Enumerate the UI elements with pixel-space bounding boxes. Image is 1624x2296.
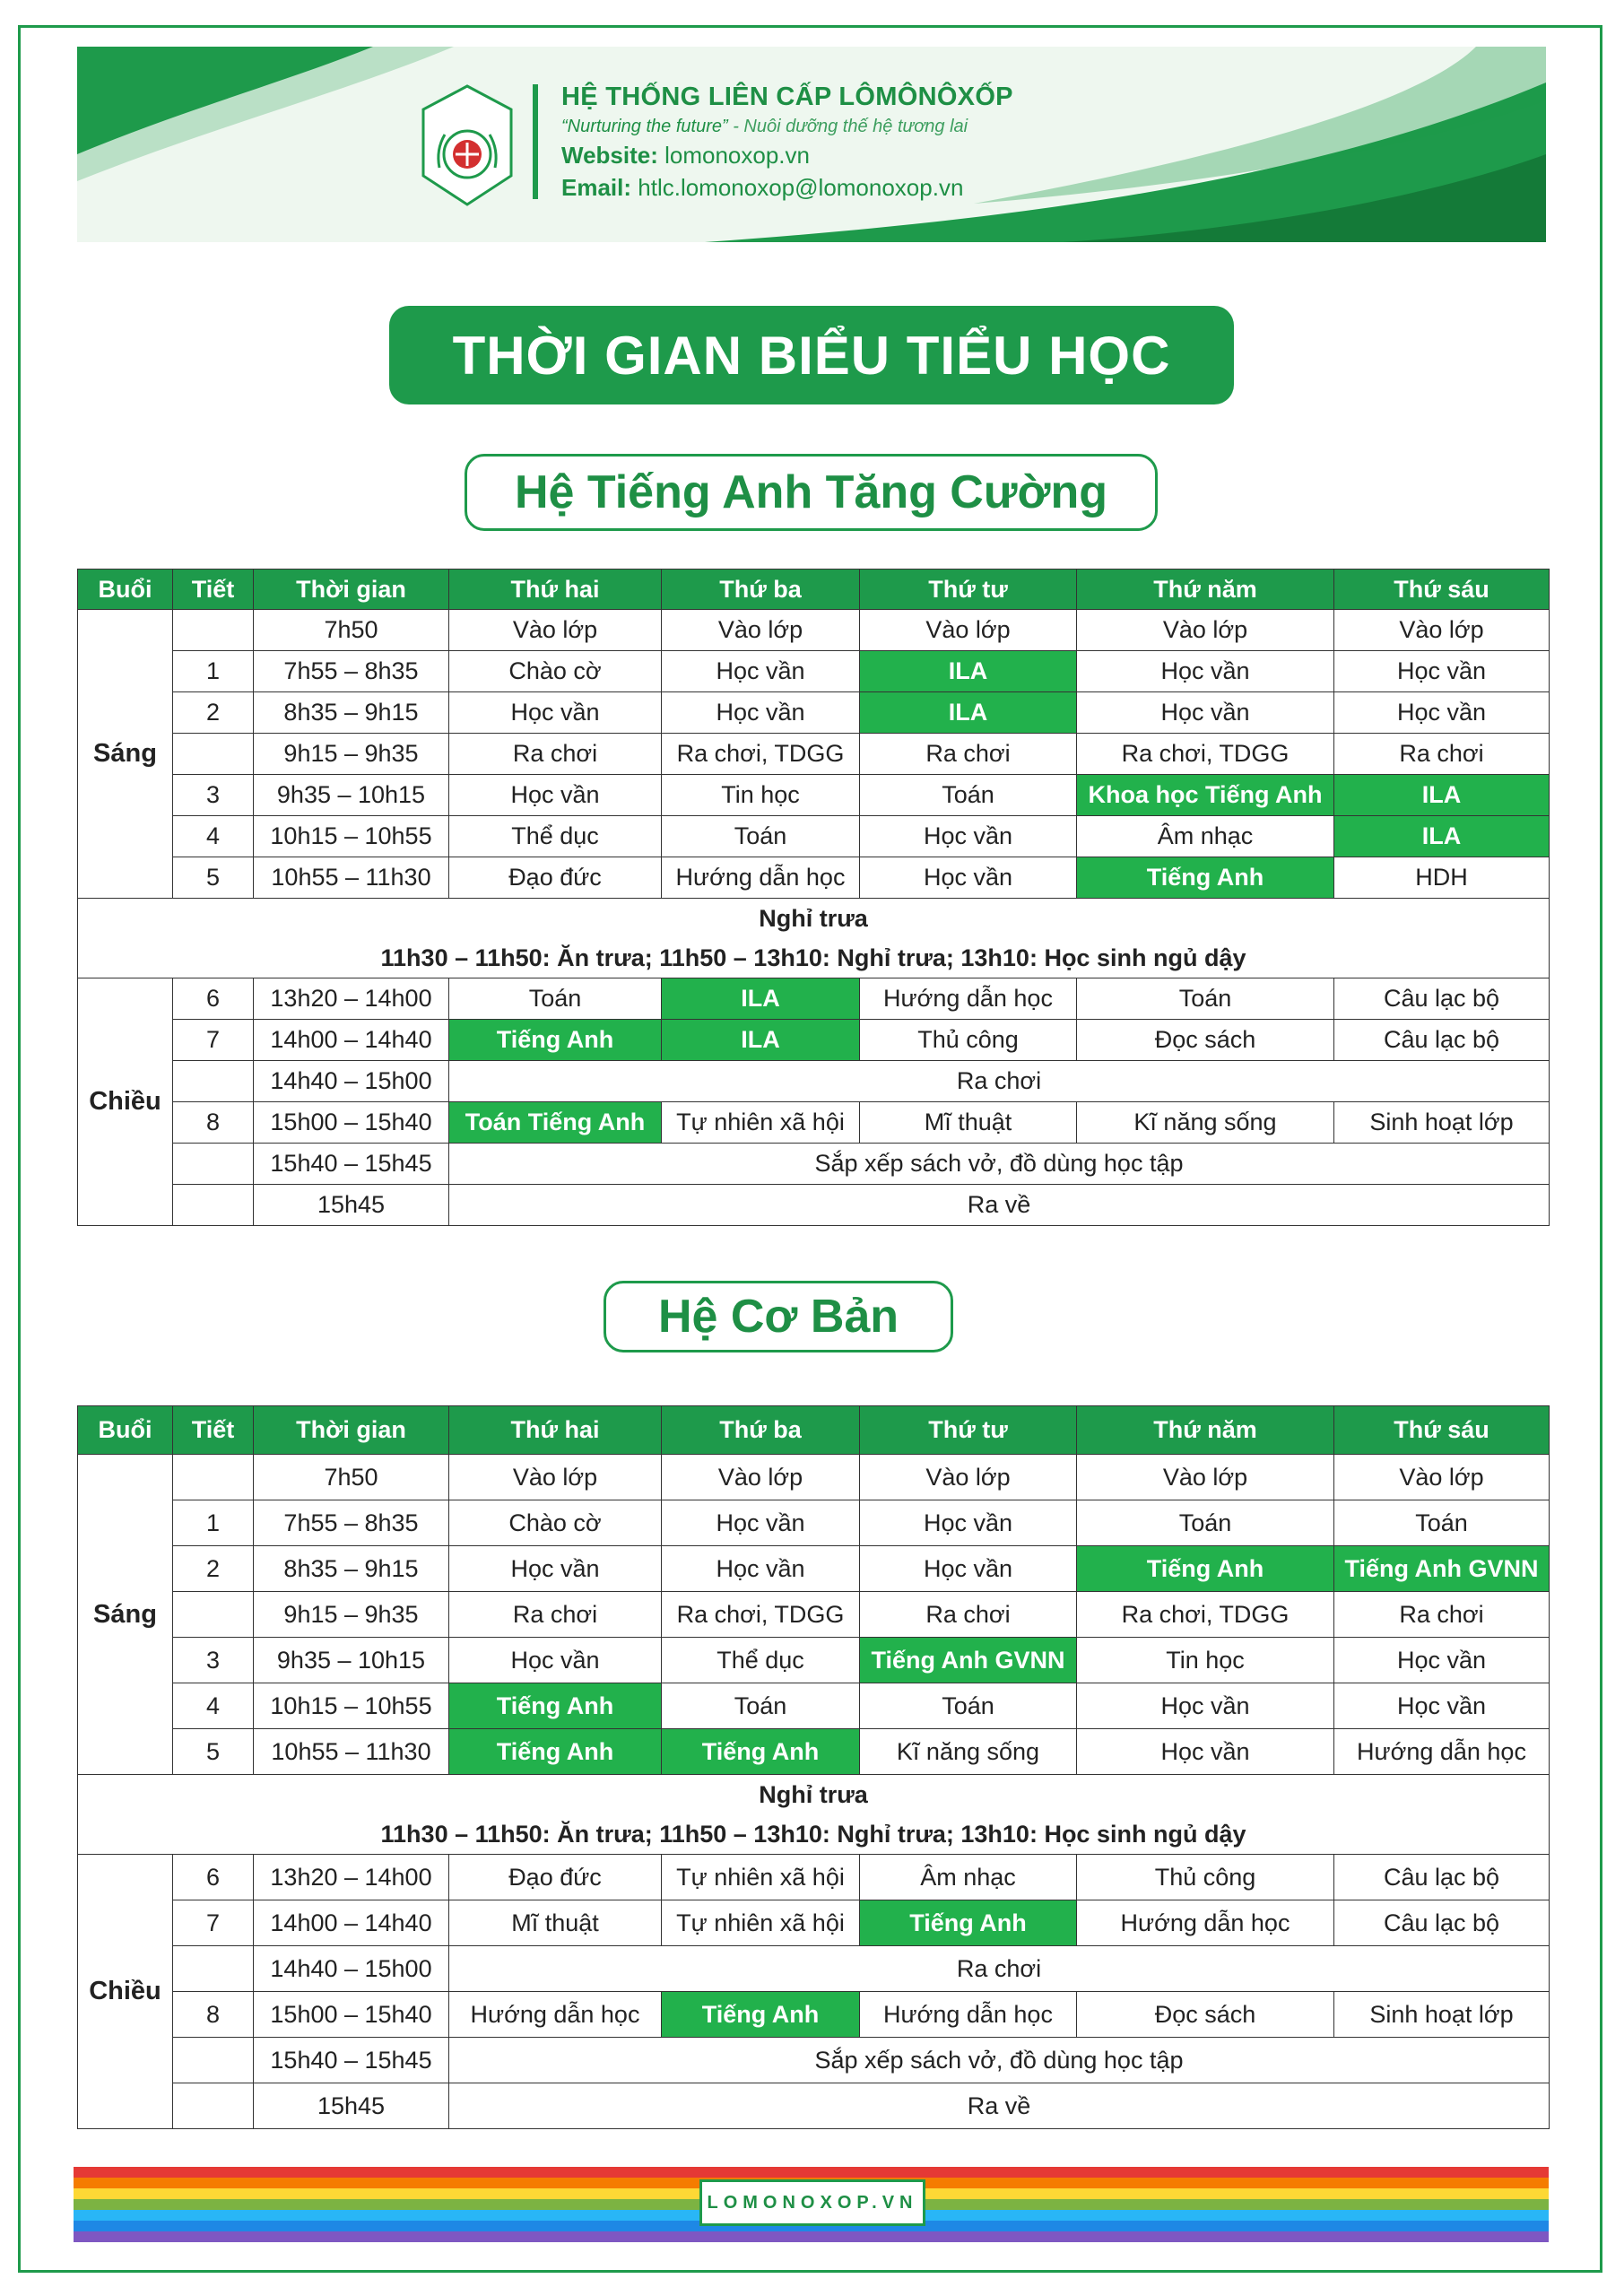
subject-cell: Câu lạc bộ [1334,978,1550,1020]
time-cell: 9h35 – 10h15 [254,775,449,816]
table-row [78,2038,1550,2083]
table-row [78,2083,1550,2129]
column-header: Thời gian [254,570,449,610]
subject-cell: ILA [1334,775,1550,816]
period-cell: 4 [173,1683,254,1729]
subject-cell: Tự nhiên xã hội [662,1102,860,1144]
subject-cell: Tự nhiên xã hội [662,1900,860,1946]
time-cell: 15h40 – 15h45 [254,2038,449,2083]
subject-cell: Ra chơi, TDGG [1077,734,1334,775]
time-cell: 14h00 – 14h40 [254,1900,449,1946]
table-row [78,1102,1550,1144]
column-header: Thứ tư [860,570,1077,610]
table-row [78,1855,1550,1900]
column-header: Buổi [78,570,173,610]
subject-cell: Ra chơi, TDGG [1077,1592,1334,1638]
time-cell: 15h40 – 15h45 [254,1144,449,1185]
session-cell: Sáng [78,1455,173,1775]
break-title: Nghỉ trưa [759,905,868,932]
time-cell: 8h35 – 9h15 [254,1546,449,1592]
time-cell: 14h40 – 15h00 [254,1946,449,1992]
tagline-en: “Nurturing the future” [561,117,728,136]
subject-cell: Thể dục [662,1638,860,1683]
subject-cell: Toán [662,816,860,857]
rainbow-stripe [74,2167,1549,2178]
subject-cell: Vào lớp [1077,1455,1334,1500]
period-cell: 3 [173,1638,254,1683]
subject-cell: Học vần [662,1500,860,1546]
table-row [78,775,1550,816]
period-cell: 1 [173,651,254,692]
org-name: HỆ THỐNG LIÊN CẤP LÔMÔNÔXỐP [561,83,1013,111]
subject-cell: Thủ công [860,1020,1077,1061]
table-row [78,1900,1550,1946]
subject-cell: Học vần [1334,692,1550,734]
period-cell: 5 [173,857,254,899]
table-row [78,1729,1550,1775]
subject-cell: Học vần [860,1546,1077,1592]
subject-cell: Khoa học Tiếng Anh [1077,775,1334,816]
subject-cell: Ra chơi [1334,1592,1550,1638]
time-cell: 13h20 – 14h00 [254,978,449,1020]
lunch-break-cell [78,1775,1550,1855]
period-cell [173,1946,254,1992]
subject-cell: Vào lớp [860,610,1077,651]
subject-cell: Vào lớp [449,1455,662,1500]
column-header: Thứ sáu [1334,1406,1550,1455]
email-label: Email: [561,174,632,201]
period-cell [173,2038,254,2083]
subject-cell: Học vần [860,857,1077,899]
time-cell: 10h15 – 10h55 [254,816,449,857]
timetable-basic [77,1405,1550,2129]
subject-cell: Ra chơi, TDGG [662,1592,860,1638]
period-cell: 7 [173,1900,254,1946]
subject-cell: Tiếng Anh GVNN [1334,1546,1550,1592]
subject-cell: Đọc sách [1077,1992,1334,2038]
subject-cell: ILA [662,978,860,1020]
table-row [78,1546,1550,1592]
subject-cell: Ra chơi, TDGG [662,734,860,775]
subject-cell: Ra chơi [1334,734,1550,775]
subject-cell: Câu lạc bộ [1334,1855,1550,1900]
column-header: Thứ ba [662,570,860,610]
subject-cell: ILA [860,651,1077,692]
time-cell: 7h55 – 8h35 [254,1500,449,1546]
column-header: Thứ sáu [1334,570,1550,610]
table-row [78,651,1550,692]
time-cell: 10h15 – 10h55 [254,1683,449,1729]
period-cell [173,1061,254,1102]
subject-cell: Âm nhạc [860,1855,1077,1900]
subject-cell: Toán Tiếng Anh [449,1102,662,1144]
subject-cell: Học vần [449,1546,662,1592]
subject-cell: Học vần [1334,651,1550,692]
header-banner [77,47,1546,242]
subject-cell: Vào lớp [1334,1455,1550,1500]
website-line [561,142,810,170]
table-row [78,1638,1550,1683]
time-cell: 9h35 – 10h15 [254,1638,449,1683]
header-row [78,570,1550,610]
session-cell: Sáng [78,610,173,899]
subject-cell: Tiếng Anh [1077,1546,1334,1592]
time-cell: 14h40 – 15h00 [254,1061,449,1102]
time-cell: 7h55 – 8h35 [254,651,449,692]
subject-cell: Chào cờ [449,1500,662,1546]
time-cell: 7h50 [254,1455,449,1500]
period-cell: 8 [173,1102,254,1144]
tagline-vi: - Nuôi dưỡng thế hệ tương lai [733,117,968,136]
table-row [78,1185,1550,1226]
break-detail: 11h30 – 11h50: Ăn trưa; 11h50 – 13h10: Nghỉ trưa; 13h10: Học sinh ngủ dậy [380,944,1246,971]
subject-cell: Học vần [1077,692,1334,734]
subject-cell: Tự nhiên xã hội [662,1855,860,1900]
span-cell: Ra về [449,2083,1550,2129]
time-cell: 15h45 [254,1185,449,1226]
banner-waves [77,47,1546,242]
subject-cell: Đạo đức [449,857,662,899]
table-row [78,1061,1550,1102]
column-header: Thứ năm [1077,570,1334,610]
subject-cell: Học vần [1334,1683,1550,1729]
subject-cell: Kĩ năng sống [860,1729,1077,1775]
period-cell: 8 [173,1992,254,2038]
subject-cell: Vào lớp [449,610,662,651]
subject-cell: HDH [1334,857,1550,899]
period-cell: 1 [173,1500,254,1546]
table-row [78,857,1550,899]
table-row [78,978,1550,1020]
period-cell [173,610,254,651]
subject-cell: Toán [1334,1500,1550,1546]
period-cell: 5 [173,1729,254,1775]
period-cell [173,1592,254,1638]
column-header: Thời gian [254,1406,449,1455]
time-cell: 15h45 [254,2083,449,2129]
subject-cell: Hướng dẫn học [860,978,1077,1020]
subject-cell: Tiếng Anh GVNN [860,1638,1077,1683]
subject-cell: Chào cờ [449,651,662,692]
period-cell [173,1455,254,1500]
period-cell: 3 [173,775,254,816]
break-title: Nghỉ trưa [759,1781,868,1808]
subject-cell: Tiếng Anh [662,1992,860,2038]
program-title-enhanced: Hệ Tiếng Anh Tăng Cường [465,454,1158,531]
subject-cell: ILA [860,692,1077,734]
school-logo [418,83,517,208]
page-title: THỜI GIAN BIỂU TIỂU HỌC [389,306,1234,404]
table-row [78,692,1550,734]
period-cell: 2 [173,1546,254,1592]
subject-cell: Tiếng Anh [449,1020,662,1061]
column-header: Thứ tư [860,1406,1077,1455]
subject-cell: Học vần [1077,1729,1334,1775]
span-cell: Ra chơi [449,1061,1550,1102]
subject-cell: Thủ công [1077,1855,1334,1900]
span-cell: Sắp xếp sách vở, đồ dùng học tập [449,1144,1550,1185]
email-link[interactable]: htlc.lomonoxop@lomonoxop.vn [638,174,964,201]
subject-cell: Vào lớp [860,1455,1077,1500]
table-row [78,1992,1550,2038]
time-cell: 13h20 – 14h00 [254,1855,449,1900]
subject-cell: Sinh hoạt lớp [1334,1102,1550,1144]
subject-cell: Ra chơi [860,1592,1077,1638]
subject-cell: Toán [860,1683,1077,1729]
footer-website[interactable]: LOMONOXOP.VN [699,2179,925,2226]
subject-cell: Học vần [1334,1638,1550,1683]
break-detail: 11h30 – 11h50: Ăn trưa; 11h50 – 13h10: Nghỉ trưa; 13h10: Học sinh ngủ dậy [380,1821,1246,1848]
website-link[interactable]: lomonoxop.vn [664,142,810,169]
subject-cell: Học vần [860,816,1077,857]
subject-cell: Hướng dẫn học [1077,1900,1334,1946]
table-row [78,1020,1550,1061]
period-cell [173,1144,254,1185]
table-row [78,1500,1550,1546]
subject-cell: Tiếng Anh [662,1729,860,1775]
time-cell: 9h15 – 9h35 [254,1592,449,1638]
time-cell: 15h00 – 15h40 [254,1992,449,2038]
column-header: Thứ ba [662,1406,860,1455]
subject-cell: Ra chơi [449,734,662,775]
column-header: Tiết [173,1406,254,1455]
subject-cell: Mĩ thuật [860,1102,1077,1144]
subject-cell: Toán [1077,978,1334,1020]
span-cell: Ra chơi [449,1946,1550,1992]
subject-cell: Âm nhạc [1077,816,1334,857]
period-cell [173,1185,254,1226]
period-cell [173,734,254,775]
period-cell: 4 [173,816,254,857]
time-cell: 7h50 [254,610,449,651]
span-cell: Ra về [449,1185,1550,1226]
table-row [78,816,1550,857]
span-cell: Sắp xếp sách vở, đồ dùng học tập [449,2038,1550,2083]
subject-cell: Vào lớp [662,1455,860,1500]
subject-cell: Tiếng Anh [449,1729,662,1775]
subject-cell: Tin học [1077,1638,1334,1683]
header-row [78,1406,1550,1455]
column-header: Thứ hai [449,1406,662,1455]
table-row [78,1592,1550,1638]
column-header: Buổi [78,1406,173,1455]
subject-cell: Học vần [662,692,860,734]
subject-cell: Tiếng Anh [449,1683,662,1729]
subject-cell: Hướng dẫn học [449,1992,662,2038]
table-row [78,610,1550,651]
subject-cell: Hướng dẫn học [662,857,860,899]
subject-cell: Tin học [662,775,860,816]
session-cell: Chiều [78,978,173,1226]
table-row [78,1144,1550,1185]
subject-cell: Tiếng Anh [1077,857,1334,899]
time-cell: 10h55 – 11h30 [254,1729,449,1775]
table-row [78,1683,1550,1729]
session-cell: Chiều [78,1855,173,2129]
period-cell: 2 [173,692,254,734]
subject-cell: Học vần [449,692,662,734]
subject-cell: Mĩ thuật [449,1900,662,1946]
table-row [78,1946,1550,1992]
subject-cell: Học vần [860,1500,1077,1546]
subject-cell: Hướng dẫn học [860,1992,1077,2038]
subject-cell: Đạo đức [449,1855,662,1900]
lunch-break-row [78,1775,1550,1855]
table-row [78,734,1550,775]
email-line [561,174,963,202]
subject-cell: ILA [662,1020,860,1061]
subject-cell: Toán [860,775,1077,816]
subject-cell: Vào lớp [1077,610,1334,651]
subject-cell: Vào lớp [1334,610,1550,651]
time-cell: 8h35 – 9h15 [254,692,449,734]
subject-cell: Tiếng Anh [860,1900,1077,1946]
subject-cell: ILA [1334,816,1550,857]
subject-cell: Câu lạc bộ [1334,1020,1550,1061]
subject-cell: Học vần [1077,1683,1334,1729]
subject-cell: Ra chơi [449,1592,662,1638]
time-cell: 9h15 – 9h35 [254,734,449,775]
subject-cell: Học vần [449,775,662,816]
time-cell: 10h55 – 11h30 [254,857,449,899]
period-cell: 7 [173,1020,254,1061]
subject-cell: Học vần [662,1546,860,1592]
subject-cell: Học vần [1077,651,1334,692]
table-row [78,1455,1550,1500]
tagline [561,117,968,137]
time-cell: 14h00 – 14h40 [254,1020,449,1061]
subject-cell: Đọc sách [1077,1020,1334,1061]
header-divider [533,84,538,199]
rainbow-stripe [74,2231,1549,2242]
subject-cell: Vào lớp [662,610,860,651]
subject-cell: Thể dục [449,816,662,857]
subject-cell: Học vần [449,1638,662,1683]
subject-cell: Hướng dẫn học [1334,1729,1550,1775]
lunch-break-row [78,899,1550,978]
timetable-enhanced [77,569,1550,1226]
column-header: Tiết [173,570,254,610]
period-cell: 6 [173,978,254,1020]
subject-cell: Học vần [662,651,860,692]
subject-cell: Toán [662,1683,860,1729]
subject-cell: Câu lạc bộ [1334,1900,1550,1946]
column-header: Thứ năm [1077,1406,1334,1455]
subject-cell: Kĩ năng sống [1077,1102,1334,1144]
period-cell: 6 [173,1855,254,1900]
time-cell: 15h00 – 15h40 [254,1102,449,1144]
program-title-basic: Hệ Cơ Bản [604,1281,953,1352]
period-cell [173,2083,254,2129]
subject-cell: Toán [1077,1500,1334,1546]
lunch-break-cell [78,899,1550,978]
subject-cell: Toán [449,978,662,1020]
subject-cell: Ra chơi [860,734,1077,775]
subject-cell: Sinh hoạt lớp [1334,1992,1550,2038]
column-header: Thứ hai [449,570,662,610]
website-label: Website: [561,142,658,169]
